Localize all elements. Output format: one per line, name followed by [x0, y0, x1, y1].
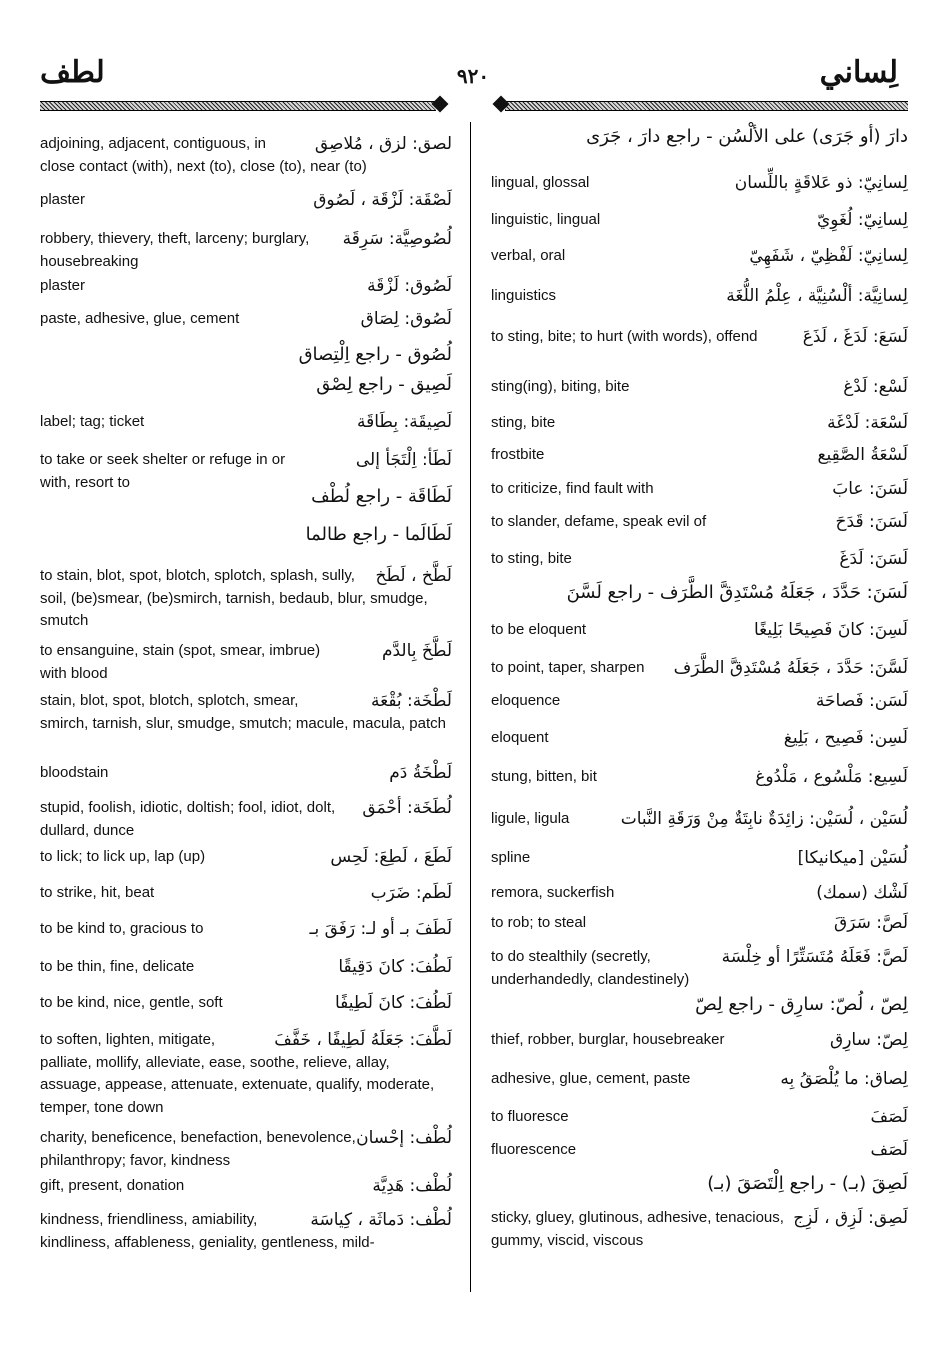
dictionary-entry [40, 846, 452, 869]
header-rule-left [40, 98, 448, 112]
entry-arabic: لُطْف: إحْسان [356, 1128, 452, 1148]
entry-english: linguistic, lingual [491, 211, 601, 228]
dictionary-entry [491, 1139, 908, 1162]
entry-english: plaster [40, 191, 86, 208]
entry-english: fluorescence [491, 1141, 577, 1158]
entry-english: plaster [40, 277, 86, 294]
entry-arabic: لَسَنَ: حَدَّدَ ، جَعَلَهُ مُسْتَدِقَّ الطَّرَف - راجع لَسَّنَ [566, 582, 908, 603]
dictionary-entry [491, 727, 908, 750]
entry-english: to ensanguine, stain (spot, smear, imbrue) with blood [40, 642, 321, 682]
page-number: ٩٢٠ [456, 64, 490, 88]
entry-arabic: لَسِنَ: كانَ فَصِيحًا بَلِيغًا [753, 620, 908, 640]
entry-english: bloodstain [40, 764, 109, 781]
dictionary-entry [491, 882, 908, 905]
entry-english: ligule, ligula [491, 810, 570, 827]
entry-arabic: لَصِقَ (بـ) - راجع اِلْتَصَقَ (بـ) [707, 1173, 908, 1194]
dictionary-entry [491, 1106, 908, 1129]
entry-english: to sting, bite; to hurt (with words), offend [491, 328, 758, 345]
entry-arabic: لَصَّ: فَعَلَهُ مُتَسَتِّرًا أو خِلْسَة [721, 947, 908, 967]
entry-arabic: لَصِق: لَزِق ، لَزِج [793, 1208, 908, 1228]
entry-english: frostbite [491, 446, 545, 463]
dictionary-entry [491, 326, 908, 349]
entry-arabic: لَشْك (سمك) [816, 883, 908, 903]
entry-arabic: لَطْخَةُ دَم [389, 763, 452, 783]
entry-english: to rob; to steal [491, 914, 587, 931]
dictionary-entry [40, 523, 452, 546]
dictionary-entry [491, 1207, 908, 1252]
entry-english: spline [491, 849, 531, 866]
dictionary-entry [40, 956, 452, 979]
entry-arabic: لَسِن: فَصِيح ، بَلِيغ [783, 728, 908, 748]
dictionary-entry [491, 993, 908, 1016]
entry-arabic: لُسَيْن [ميكانيكا] [797, 848, 908, 868]
dictionary-entry [491, 1029, 908, 1052]
dictionary-entry [40, 1175, 452, 1198]
entry-english: sting, bite [491, 414, 556, 431]
running-head-left: لطف [40, 55, 105, 90]
entry-arabic: لُطْف: هَدِيَّة [372, 1176, 452, 1196]
entry-arabic: لَطَّخ ، لَطَخ [375, 566, 452, 586]
entry-arabic: لَسَنَ: قَدَحَ [835, 512, 908, 532]
dictionary-entry [40, 275, 452, 298]
dictionary-entry [40, 1029, 452, 1119]
entry-arabic: لَطَفَ بـ أو لـ: رَفَقَ بـ [309, 919, 452, 939]
entry-english: to sting, bite [491, 550, 572, 567]
entry-english: to be thin, fine, delicate [40, 958, 195, 975]
entry-english: thief, robber, burglar, housebreaker [491, 1031, 725, 1048]
dictionary-entry [40, 690, 452, 735]
dictionary-entry [40, 992, 452, 1015]
running-head-right: لِساني [819, 55, 898, 90]
entry-english: verbal, oral [491, 247, 566, 264]
entry-arabic: لَطَأ: اِلْتَجَأ إلى [355, 450, 452, 470]
entry-arabic: لَصَف [870, 1140, 908, 1160]
entry-english: to be kind to, gracious to [40, 920, 204, 937]
entry-arabic: لُطَخَة: أحْمَق [362, 798, 452, 818]
entry-arabic: لُصُوق - راجع اِلْتِصاق [298, 344, 452, 365]
dictionary-entry [491, 946, 908, 991]
entry-english: to strike, hit, beat [40, 884, 155, 901]
dictionary-entry [491, 548, 908, 571]
entry-arabic: لِسانِيّ: لَفْظِيّ ، شَفَهِيّ [749, 246, 908, 266]
entry-arabic: لَطْخَة: بُقْعَة [371, 691, 452, 711]
entry-arabic: لَصِيقَة: بِطَاقَة [357, 412, 452, 432]
dictionary-entry [491, 619, 908, 642]
entry-english: stain, blot, spot, blotch, splotch, smear, smirch, tarnish, slur, smudge, smutch; macule, macula, patch [40, 692, 446, 732]
entry-english: robbery, thievery, theft, larceny; burglary, housebreaking [40, 230, 310, 270]
entry-arabic: لَطَاقَة - راجع لُطْف [311, 486, 452, 507]
entry-arabic: لَسْعَة: لَدْغَة [827, 413, 908, 433]
entry-english: sticky, gluey, glutinous, adhesive, tenacious, gummy, viscid, viscous [491, 1209, 784, 1249]
entry-arabic: لِسانِيّ: ذو عَلاقَةٍ باللِّسان [734, 173, 908, 193]
entry-arabic: لَسِيع: مَلْسُوع ، مَلْدُوغ [755, 767, 908, 787]
entry-arabic: لُصُوصِيَّة: سَرِقَة [342, 229, 452, 249]
entry-english: eloquence [491, 692, 561, 709]
dictionary-entry [491, 847, 908, 870]
entry-english: stupid, foolish, idiotic, doltish; fool, idiot, dolt, dullard, dunce [40, 799, 336, 839]
entry-english: kindness, friendliness, amiability, kindliness, affableness, geniality, gentleness, mild- [40, 1211, 375, 1251]
entry-arabic: لَسَنَ: عابَ [832, 479, 908, 499]
entry-arabic: لُطْف: دَماثَة ، كِياسَة [310, 1210, 452, 1230]
entry-english: remora, suckerfish [491, 884, 615, 901]
header-rule-right [493, 98, 908, 112]
entry-arabic: لَصَّ: سَرَقَ [834, 913, 908, 933]
dictionary-entry [491, 412, 908, 435]
dictionary-entry [40, 411, 452, 434]
dictionary-entry [40, 1127, 452, 1172]
dictionary-entry [491, 125, 908, 148]
entry-english: adhesive, glue, cement, paste [491, 1070, 691, 1087]
dictionary-entry [491, 172, 908, 195]
entry-english: adjoining, adjacent, contiguous, in close contact (with), next (to), close (to), near (to) [40, 135, 367, 175]
dictionary-entry [40, 882, 452, 905]
entry-english: stung, bitten, bit [491, 768, 597, 785]
dictionary-entry [40, 1209, 452, 1254]
dictionary-entry [491, 1068, 908, 1091]
dictionary-entry [491, 1172, 908, 1195]
entry-arabic: لِسانِيَّة: ألْسُنِيَّة ، عِلْمُ اللُّغَة [726, 286, 908, 306]
dictionary-entry [491, 478, 908, 501]
entry-english: eloquent [491, 729, 549, 746]
entry-english: lingual, glossal [491, 174, 590, 191]
entry-arabic: لَسَّنَ: حَدَّدَ ، جَعَلَهُ مُسْتَدِقَّ الطَّرَف [673, 658, 908, 678]
dictionary-entry [40, 373, 452, 396]
dictionary-entry [491, 444, 908, 467]
entry-arabic: لِصّ: سارِق [830, 1030, 908, 1050]
entry-arabic: لَصُوق: لَزْقَة [367, 276, 452, 296]
dictionary-entry [491, 511, 908, 534]
column-divider [470, 122, 471, 1292]
entry-english: to slander, defame, speak evil of [491, 513, 707, 530]
dictionary-entry [40, 343, 452, 366]
entry-arabic: لصق: لزق ، مُلاصِق [314, 134, 452, 154]
dictionary-entry [491, 285, 908, 308]
entry-english: sting(ing), biting, bite [491, 378, 630, 395]
dictionary-entry [40, 189, 452, 212]
dictionary-entry [40, 228, 452, 273]
entry-english: to criticize, find fault with [491, 480, 654, 497]
dictionary-entry [491, 657, 908, 680]
entry-arabic: لِسانِيّ: لُغَوِيّ [816, 210, 908, 230]
dictionary-entry [491, 209, 908, 232]
entry-arabic: لَسْعَةُ الصَّقِيع [817, 445, 908, 465]
entry-arabic: لَصْقَة: لَزْقَة ، لَصُوق [313, 190, 452, 210]
entry-arabic: لَطُفَ: كانَ دَقِيقًا [338, 957, 452, 977]
entry-arabic: لِصاق: ما يُلْصَقُ بِه [780, 1069, 908, 1089]
dictionary-entry [491, 690, 908, 713]
entry-arabic: لَسْع: لَدْغ [843, 377, 908, 397]
entry-arabic: لَطَعَ ، لَطِعَ: لَحِس [330, 847, 452, 867]
dictionary-entry [491, 581, 908, 604]
dictionary-entry [40, 762, 452, 785]
entry-english: gift, present, donation [40, 1177, 185, 1194]
entry-english: paste, adhesive, glue, cement [40, 310, 240, 327]
entry-arabic: لِصّ ، لُصّ: سارِق - راجع لِصّ [695, 994, 908, 1015]
entry-english: charity, beneficence, benefaction, benevolence, philanthropy; favor, kindness [40, 1129, 356, 1169]
entry-english: linguistics [491, 287, 557, 304]
dictionary-entry [40, 918, 452, 941]
entry-arabic: لَصُوق: لِصَاق [360, 309, 452, 329]
entry-arabic: دارَ (أو جَرَى) على الألْسُن - راجع دارَ ، جَرَى [586, 126, 908, 147]
entry-english: to be eloquent [491, 621, 587, 638]
dictionary-entry [40, 565, 452, 633]
entry-arabic: لَطَّخَ بِالدَّم [381, 641, 452, 661]
entry-arabic: لَصِيق - راجع لِصْق [316, 374, 452, 395]
entry-english: to lick; to lick up, lap (up) [40, 848, 206, 865]
dictionary-entry [40, 308, 452, 331]
entry-english: to point, taper, sharpen [491, 659, 645, 676]
entry-english: to be kind, nice, gentle, soft [40, 994, 223, 1011]
dictionary-entry [40, 797, 452, 842]
dictionary-entry [40, 485, 452, 508]
entry-arabic: لَطَّفَ: جَعَلَهُ لَطِيفًا ، خَفَّفَ [274, 1030, 452, 1050]
entry-arabic: لَسَن: فَصاحَة [815, 691, 908, 711]
entry-arabic: لَسَعَ: لَدَغَ ، لَذَعَ [802, 327, 908, 347]
dictionary-entry [491, 766, 908, 789]
entry-arabic: لَطَم: ضَرَب [370, 883, 452, 903]
entry-english: to stain, blot, spot, blotch, splotch, splash, sully, soil, (be)smear, (be)smirch, tarnish, bedaub, blur, smudge, smutch [40, 567, 428, 629]
dictionary-entry [40, 640, 452, 685]
dictionary-entry [40, 133, 452, 178]
entry-arabic: لَطُفَ: كانَ لَطِيفًا [334, 993, 452, 1013]
dictionary-entry [491, 912, 908, 935]
entry-arabic: لُسَيْن ، لُسَيْن: زائِدَةٌ نابِتَةٌ مِنْ وَرَقَةِ النَّبات [620, 809, 908, 829]
entry-english: to fluoresce [491, 1108, 569, 1125]
dictionary-entry [491, 376, 908, 399]
dictionary-entry [491, 245, 908, 268]
entry-english: to take or seek shelter or refuge in or with, resort to [40, 451, 286, 491]
entry-english: label; tag; ticket [40, 413, 145, 430]
entry-english: to do stealthily (secretly, underhandedly, clandestinely) [491, 948, 690, 988]
entry-arabic: لَطَالَما - راجع طالما [305, 524, 452, 545]
dictionary-entry [491, 808, 908, 831]
entry-arabic: لَصَفَ [870, 1107, 908, 1127]
entry-english: to soften, lighten, mitigate, palliate, mollify, alleviate, ease, soothe, relieve, allay, assuage, appease, attenuate, extenuate, qualify, moderate, temper, tone down [40, 1031, 435, 1116]
entry-arabic: لَسَنَ: لَدَغَ [839, 549, 908, 569]
